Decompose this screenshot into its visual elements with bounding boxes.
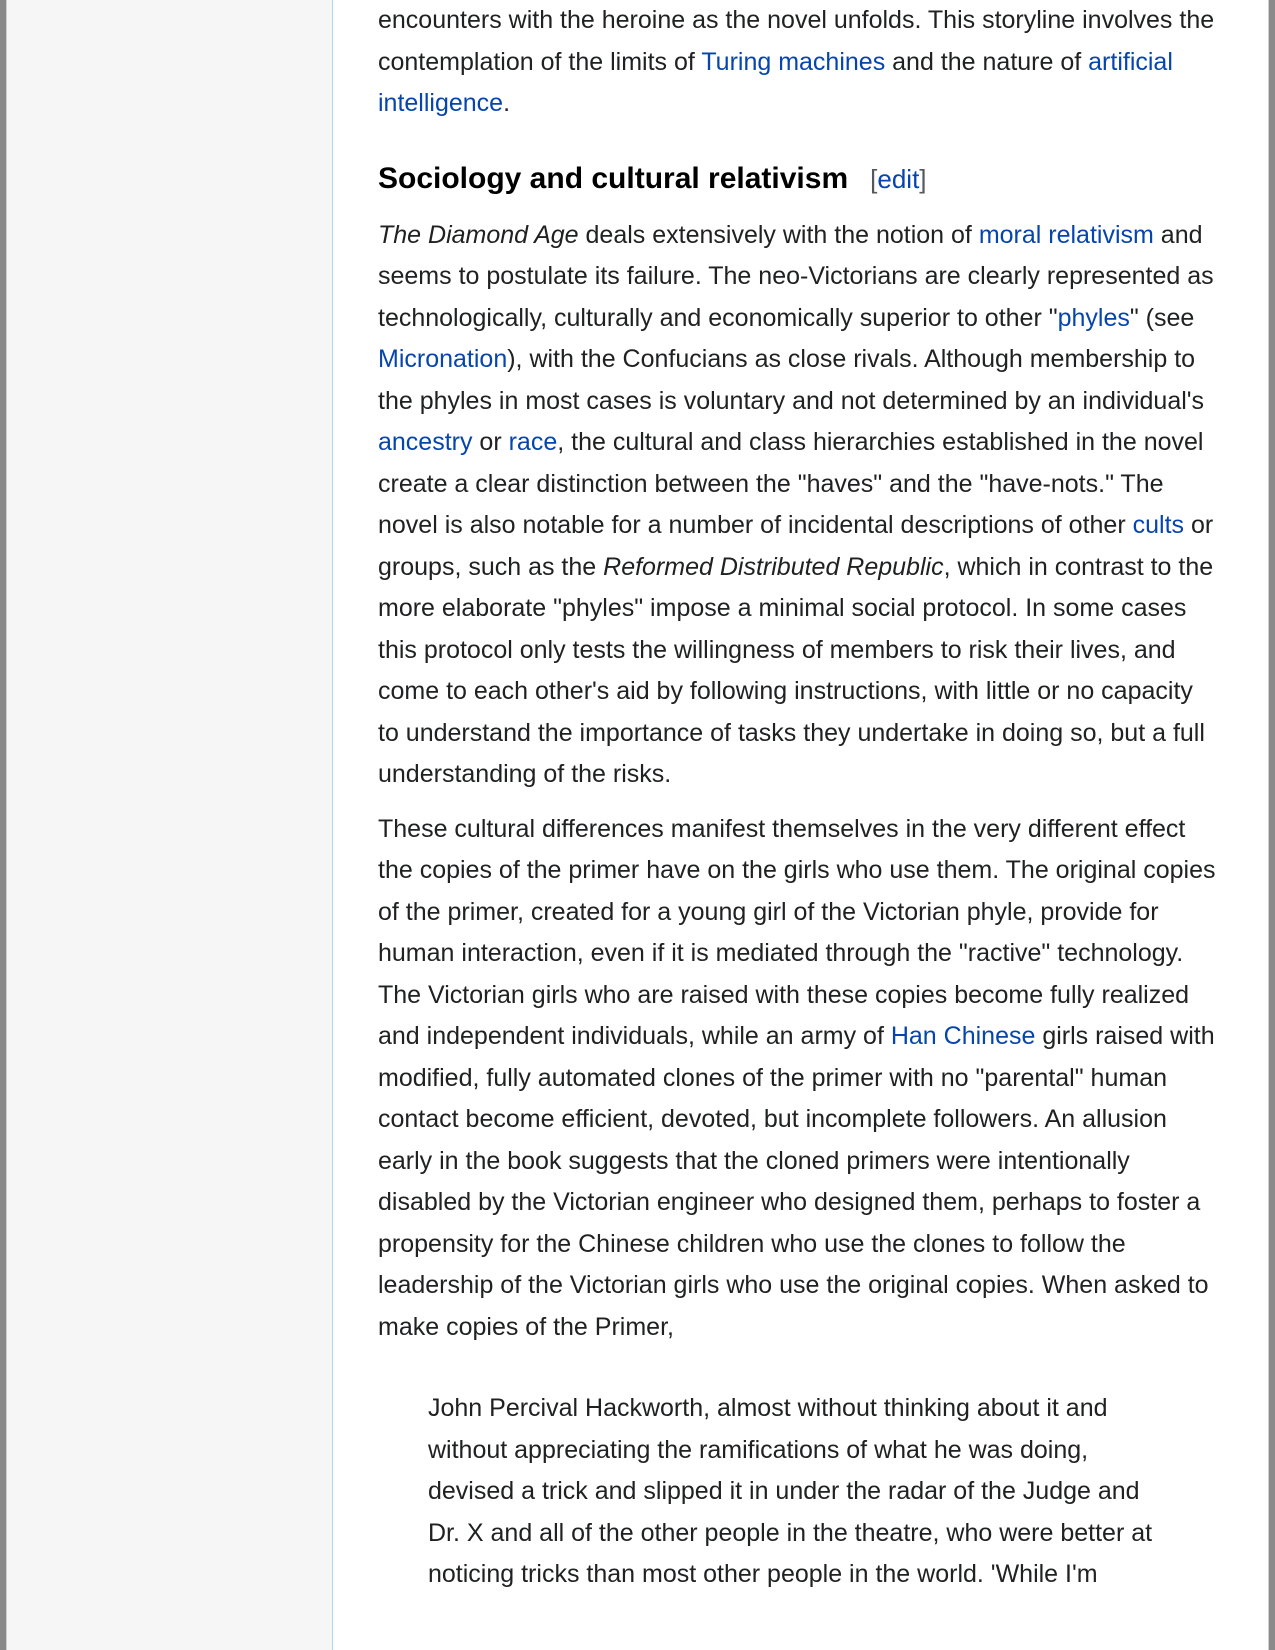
edit-section (870, 164, 926, 194)
window-left-border (0, 0, 7, 1650)
link-race[interactable]: race (508, 428, 558, 456)
text-run: " (see (1129, 303, 1195, 332)
link-turing-machines[interactable]: Turing machines (701, 47, 886, 76)
quote-text: John Percival Hackworth, almost without thinking about it and without appreciating the ramifications of what he was doing, devised a trick and slipped it in under the radar of the Judge and Dr. X and all of the other people in the theatre, who were better at noticing tricks than most other people in the world. 'While I'm (428, 1394, 1153, 1588)
text-run: or (472, 428, 509, 456)
link-moral-relativism[interactable]: moral relativism (978, 220, 1154, 249)
text-run: These cultural differences manifest themselves in the very different effect the copies of the primer have on the girls who use them. The original copies of the primer, created for a young girl of the Victorian phyle, provide for human interaction, even if it is mediated through the "ractive" technology. The Victorian girls who are raised with these copies become fully realized and independent individuals, while an army of (378, 814, 1216, 1050)
sidebar-panel (7, 0, 332, 1650)
link-phyles[interactable]: phyles (1057, 303, 1130, 332)
blockquote-hackworth (428, 1388, 1170, 1596)
text-run: and the nature of (885, 47, 1089, 76)
link-han-chinese[interactable]: Han Chinese (890, 1022, 1036, 1050)
link-artificial-intelligence[interactable]: artificial intelligence (378, 47, 1173, 117)
link-cults[interactable]: cults (1132, 511, 1185, 539)
text-run: , the cultural and class hierarchies established in the novel create a clear distinction between the "haves" and the "have-nots." The novel is also notable for a number of incidental descriptions of other (378, 428, 1204, 539)
text-run: ), with the Confucians as close rivals. Although membership to the phyles in most cases is voluntary and not determined by an individual's (378, 345, 1205, 415)
text-run: deals extensively with the notion of (578, 220, 979, 249)
paragraph-cultural-differences (378, 809, 1220, 1349)
link-micronation[interactable]: Micronation (378, 345, 508, 373)
article-content (332, 0, 1268, 1650)
edit-section-link[interactable]: edit (877, 163, 920, 194)
edit-bracket-open: [ (870, 163, 878, 194)
italic-reformed-distributed-republic: Reformed Distributed Republic (603, 552, 944, 581)
link-ancestry[interactable]: ancestry (378, 428, 473, 456)
text-run: , which in contrast to the more elaborate "phyles" impose a minimal social protocol. In some cases this protocol only tests the willingness of members to risk their lives, and come to each other's aid by following instructions, with little or no capacity to understand the importance of tasks they undertake in doing so, but a full understanding of the risks. (378, 552, 1214, 788)
text-run: or groups, such as the (378, 511, 1214, 581)
paragraph-ai-storyline (378, 0, 1220, 125)
paragraph-moral-relativism (378, 215, 1220, 796)
text-run: and seems to postulate its failure. The neo-Victorians are clearly represented as technologically, culturally and economically superior to other " (378, 220, 1214, 332)
section-heading (378, 159, 1220, 199)
section-title: Sociology and cultural relativism (378, 161, 849, 195)
text-run: girls raised with modified, fully automated clones of the primer with no "parental" human contact become efficient, devoted, but incomplete followers. An allusion early in the book suggests that the cloned primers were intentionally disabled by the Victorian engineer who designed them, perhaps to foster a propensity for the Chinese children who use the clones to follow the leadership of the Victorian girls who use the original copies. When asked to make copies of the Primer, (378, 1022, 1215, 1341)
text-run: encounters with the heroine as the novel unfolds. This storyline involves the contemplation of the limits of (378, 6, 1215, 76)
text-run: . (503, 89, 511, 117)
book-title: The Diamond Age (378, 220, 579, 249)
edit-bracket-close: ] (919, 163, 927, 194)
window-right-border (1268, 0, 1275, 1650)
